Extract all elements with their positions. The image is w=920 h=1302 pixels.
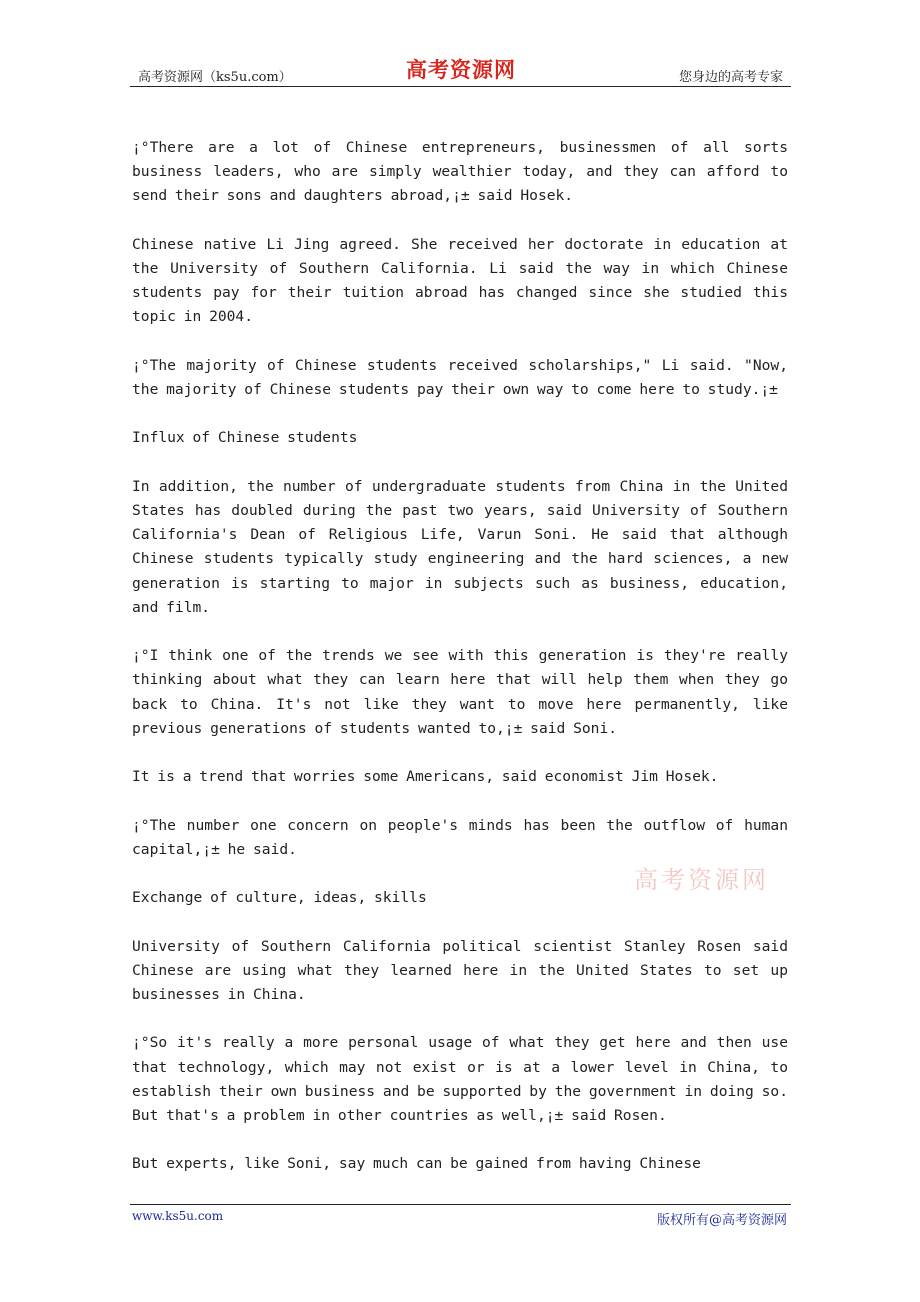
- paragraph-trend-worries: It is a trend that worries some Americans, said economist Jim Hosek.: [132, 768, 719, 786]
- watermark-logo: 高考资源网: [634, 866, 769, 894]
- header-site-name: 高考资源网（ks5u.com）: [138, 70, 292, 85]
- paragraph-experts-soni: But experts, like Soni, say much can be gained from having Chinese: [132, 1155, 701, 1173]
- paragraph-li-jing: Chinese native Li Jing agreed. She received her doctorate in education at the University of Southern California. Li said the way in which Chinese students pay for their tuition abroad has changed since she studied this topic in 2004.: [132, 235, 788, 326]
- paragraph-rosen: University of Southern California political scientist Stanley Rosen said Chinese are using what they learned here in the United States to set up businesses in China.: [132, 937, 788, 1003]
- page-footer: [130, 1204, 791, 1228]
- article-body: [132, 136, 788, 1201]
- header-slogan: 您身边的高考专家: [678, 70, 783, 85]
- footer-website-link[interactable]: www.ks5u.com: [132, 1209, 224, 1223]
- paragraph-rosen-quote: ¡°So it's really a more personal usage of what they get here and then use that technology, which may not exist or is at a lower level in China, to establish their own business and be supported by the government in doing so. But that's a problem in other countries as well,¡± said Rosen.: [132, 1034, 788, 1124]
- paragraph-soni-quote: ¡°I think one of the trends we see with this generation is they're really thinking about what they can learn here that will help them when they go back to China. It's not like they want to move here permanently, like previous generations of students wanted to,¡± said Soni.: [132, 647, 788, 737]
- paragraph-human-capital: ¡°The number one concern on people's minds has been the outflow of human capital,¡± he said.: [132, 816, 788, 858]
- section-heading-influx: Influx of Chinese students: [132, 429, 358, 447]
- paragraph-hosek-quote: ¡°There are a lot of Chinese entrepreneurs, businessmen of all sorts business leaders, who are simply wealthier today, and they can afford to send their sons and daughters abroad,¡± said Hosek.: [132, 139, 788, 205]
- section-heading-exchange: Exchange of culture, ideas, skills: [132, 889, 427, 907]
- header-logo: 高考资源网: [406, 57, 516, 82]
- paragraph-li-quote: ¡°The majority of Chinese students received scholarships," Li said. "Now, the majority of Chinese students pay their own way to come here to study.¡±: [132, 356, 788, 398]
- page-header: [130, 54, 791, 87]
- paragraph-undergraduates: In addition, the number of undergraduate students from China in the United States has doubled during the past two years, said University of Southern California's Dean of Religious Life, Varun Soni. He said that although Chinese students typically study engineering and the hard sciences, a new generation is starting to major in subjects such as business, education, and film.: [132, 477, 788, 616]
- footer-copyright: 版权所有@高考资源网: [656, 1213, 787, 1228]
